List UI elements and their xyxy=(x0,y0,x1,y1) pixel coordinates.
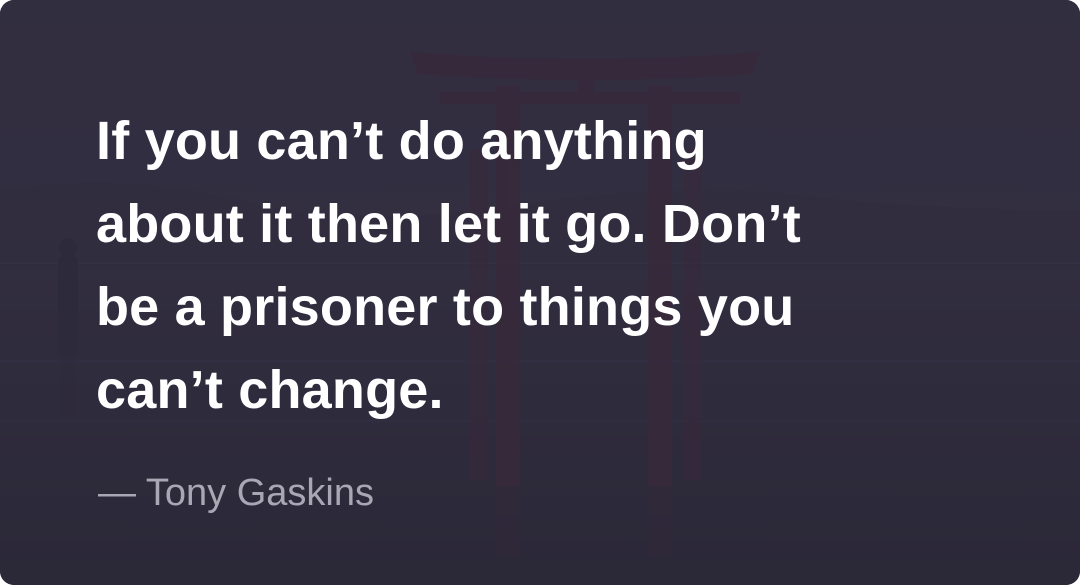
quote-author: — Tony Gaskins xyxy=(98,472,374,514)
quote-text xyxy=(96,100,996,432)
quote-line: be a prisoner to things you xyxy=(96,277,795,337)
quote-line: about it then let it go. Don’t xyxy=(96,194,801,254)
quote-line: If you can’t do anything xyxy=(96,111,707,171)
quote-line: can’t change. xyxy=(96,360,444,420)
